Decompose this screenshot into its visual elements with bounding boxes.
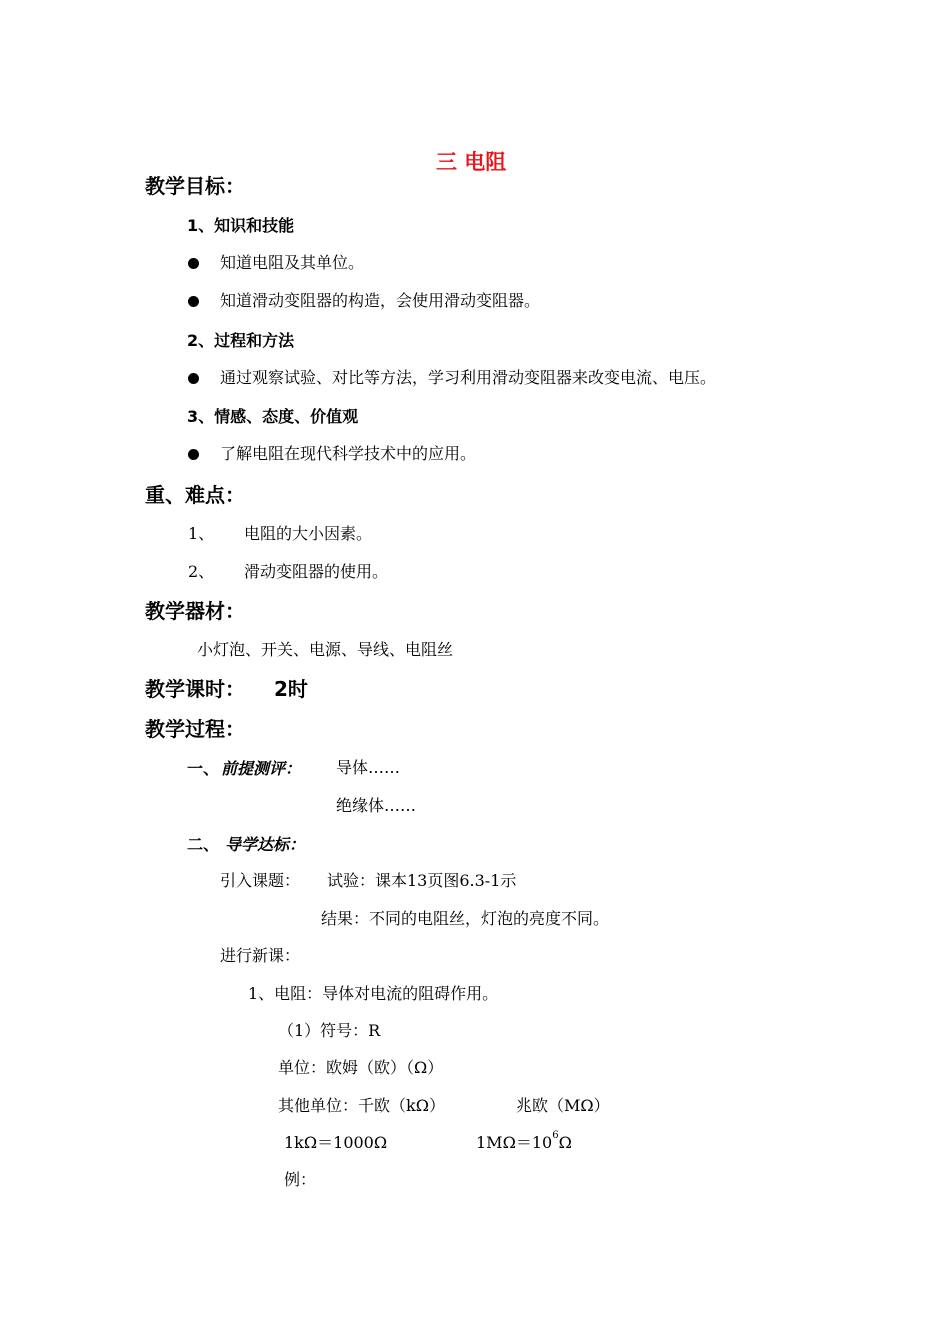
key-point-text: 电阻的大小因素。 — [244, 524, 373, 543]
objective-bullet: 了解电阻在现代科学技术中的应用。 — [220, 444, 477, 463]
mega-unit-text: 兆欧（MΩ） — [516, 1096, 610, 1115]
periods-value: 2时 — [274, 677, 308, 701]
other-units-text: 其他单位：千欧（kΩ） — [278, 1096, 445, 1115]
part1-label: 一、 — [187, 759, 220, 778]
unit-text: 单位：欧姆（欧）（Ω） — [278, 1058, 444, 1077]
key-point-number: 2、 — [188, 562, 215, 581]
key-point-number: 1、 — [188, 524, 215, 543]
symbol-text: （1）符号：R — [278, 1021, 381, 1040]
part1-title: 前提测评： — [221, 759, 302, 778]
result-text: 结果：不同的电阻丝，灯泡的亮度不同。 — [321, 909, 610, 928]
conversion-mega — [476, 1130, 572, 1152]
periods-heading: 教学课时： — [145, 677, 245, 701]
bullet-icon — [188, 449, 199, 460]
equipment-heading: 教学器材： — [145, 599, 245, 623]
page-title: 三 电阻 — [436, 150, 507, 174]
part1-line2: 绝缘体…… — [336, 796, 417, 815]
part2-label: 二、 — [187, 835, 220, 854]
bullet-icon — [188, 373, 199, 384]
part1-line1: 导体…… — [336, 758, 401, 777]
objective-bullet: 知道滑动变阻器的构造，会使用滑动变阻器。 — [220, 291, 541, 310]
objectives-heading: 教学目标： — [145, 174, 245, 198]
equipment-list: 小灯泡、开关、电源、导线、电阻丝 — [197, 640, 454, 659]
key-point-text: 滑动变阻器的使用。 — [244, 562, 389, 581]
conversion-kilo: 1kΩ＝1000Ω — [284, 1133, 388, 1152]
objectives-sec2-title: 2、过程和方法 — [187, 331, 295, 350]
process-heading: 教学过程： — [145, 717, 245, 741]
key-points-heading: 重、难点： — [145, 483, 245, 507]
experiment-text: 试验：课本13页图6.3-1示 — [327, 871, 517, 890]
new-lesson-label: 进行新课： — [220, 946, 301, 965]
part2-title: 导学达标： — [225, 835, 306, 854]
point1-text: 1、电阻：导体对电流的阻碍作用。 — [248, 984, 499, 1003]
conversion-mega-unit: Ω — [558, 1133, 572, 1152]
objective-bullet: 知道电阻及其单位。 — [220, 253, 365, 272]
objectives-sec3-title: 3、情感、态度、价值观 — [187, 407, 359, 426]
bullet-icon — [188, 258, 199, 269]
intro-label: 引入课题： — [220, 871, 301, 890]
example-label: 例： — [284, 1170, 317, 1189]
bullet-icon — [188, 296, 199, 307]
conversion-mega-base: 1MΩ＝10 — [476, 1133, 553, 1152]
conversion-mega-exponent: 6 — [552, 1130, 559, 1141]
objective-bullet: 通过观察试验、对比等方法，学习利用滑动变阻器来改变电流、电压。 — [220, 368, 717, 387]
objectives-sec1-title: 1、知识和技能 — [187, 216, 295, 235]
